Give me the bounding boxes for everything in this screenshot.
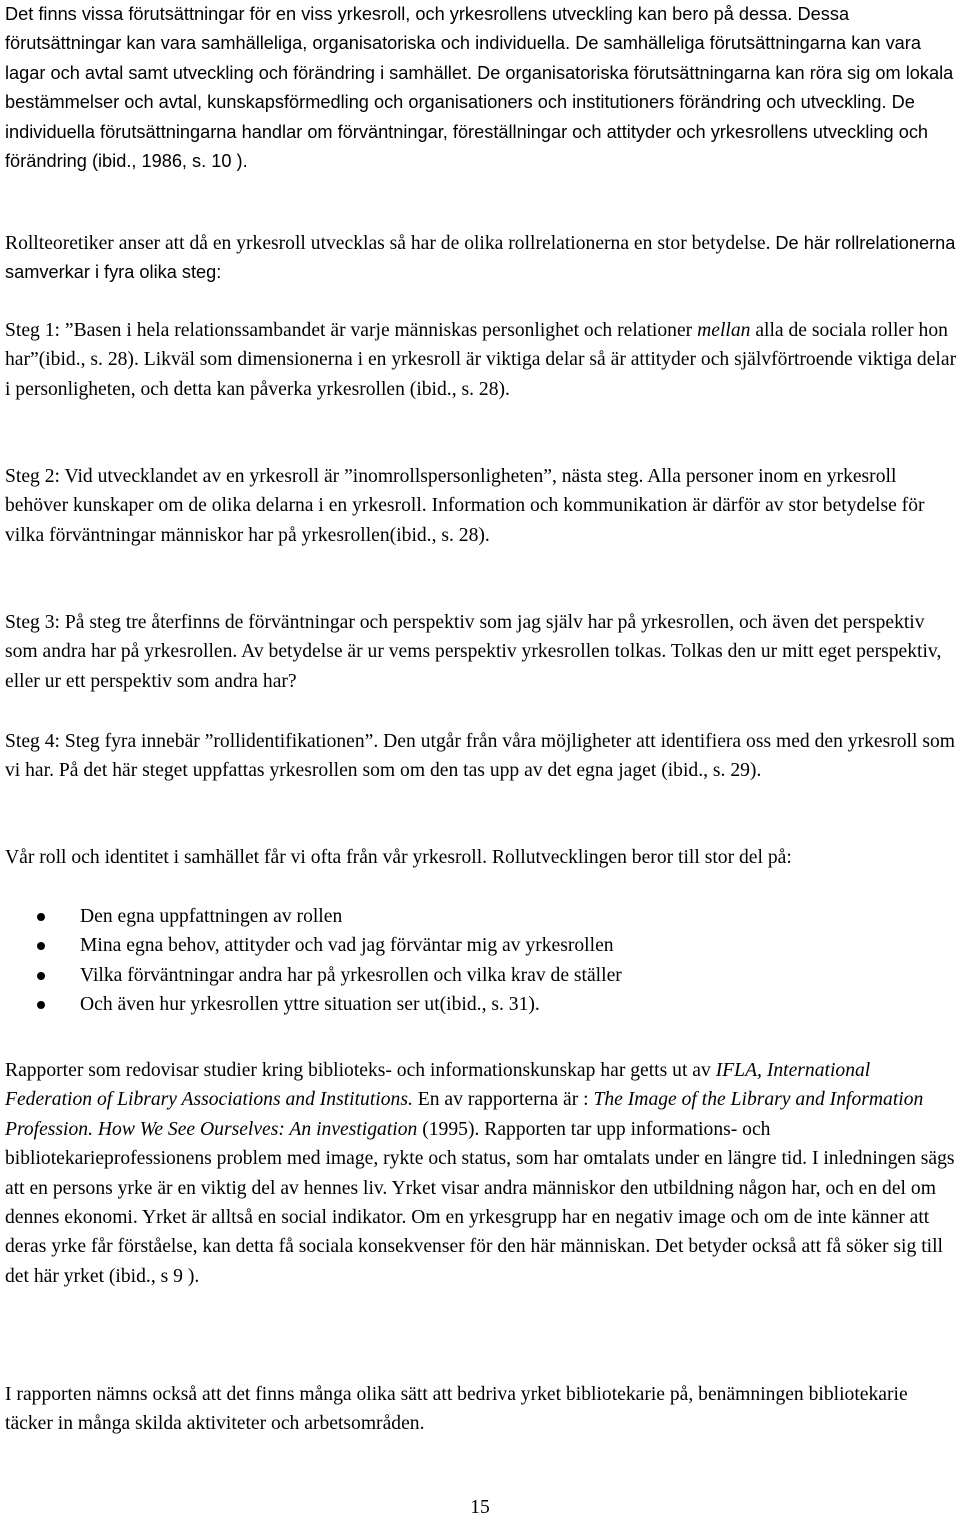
step-2-text-a: Steg 2: Vid utvecklandet av en yrkesroll är ”inomrollspersonligheten”, nästa steg. — [5, 466, 648, 487]
paragraph-librarian-activities: I rapporten nämns också att det finns många olika sätt att bedriva yrket bibliotekarie på, benämningen bibliotekarie täcker in många skilda aktiviteter och arbetsområden. — [5, 1384, 908, 1435]
paragraph-role-theory — [5, 229, 960, 288]
paragraph-role-identity — [5, 843, 792, 872]
ifla-text-c: (1995). Rapporten tar upp informations- och bibliotekarieprofessionens problem med image, rykte och status, som har omtalats under en längre tid. I inledningen sägs att en persons yrke är en viktig del av hennes liv. Yrket visar andra människor den utbildning någon har, och en del om dennes ekonomi. Yrket är alltså en social indikator. Om en yrkesgrupp har en negativ image och om de inte känner att deras yrke får förståelse, kan detta få sociala konsekvenser för den här människan. Det betyder också att få söker sig till det här yrket (ibid., s 9 ). — [5, 1118, 955, 1287]
paragraph-role-theory-text-a: Rollteoretiker anser att då en yrkesroll utvecklas så har de olika rollrelationerna en stor betydelse. — [5, 233, 776, 254]
ifla-text-b: En av rapporterna är : — [412, 1089, 594, 1111]
list-item — [5, 902, 622, 931]
step-1-italic: mellan — [697, 320, 751, 341]
list-item-text: Den egna uppfattningen av rollen — [80, 906, 343, 927]
bullet-list — [5, 902, 622, 1020]
step-4-text-a: Steg 4: Steg fyra innebär ”rollidentifikationen”. — [5, 731, 384, 752]
paragraph-prerequisites-text-b: De organisatoriska förutsättningarna kan röra sig om lokala bestämmelser och avtal, kunskapsförmedling och organisationers och institutioners förändring och utveckling. De individuella förutsättningarna handlar om förväntningar, föreställningar och attityder och yrkesrollens utveckling och förändring (ibid., 1986, s. 10 ). — [5, 62, 954, 172]
list-item-text: Mina egna behov, attityder och vad jag förväntar mig av yrkesrollen — [80, 935, 614, 957]
step-4-text-c: På det här steget uppfattas yrkesrollen som om den tas upp av det egna jaget (ibid., s. 29). — [58, 760, 762, 782]
paragraph-step-2 — [5, 462, 960, 550]
list-item — [5, 931, 622, 960]
bullet-icon — [37, 972, 45, 980]
role-identity-text-b: Rollutvecklingen beror till stor del på: — [491, 847, 792, 868]
list-item-text: Och även hur yrkesrollen yttre situation ser ut(ibid., s. 31). — [80, 994, 540, 1016]
paragraph-prerequisites-text-a: Det finns vissa förutsättningar för en viss yrkesroll, och yrkesrollens utveckling kan bero på dessa. Dessa förutsättningar kan vara samhälleliga, organisatoriska och individuella. De samhälleliga förutsättningarna kan vara lagar och avtal samt utveckling och förändring i samhället. — [5, 4, 921, 83]
step-4-text-b: Den utgår från våra möjligheter att identifiera oss med den yrkesroll som vi har. — [5, 731, 956, 782]
step-1-text-b: alla de sociala roller hon har”(ibid., s. 28). — [5, 320, 948, 371]
step-3-text-a: Steg 3: På steg tre återfinns de förväntningar och perspektiv som jag själv har på yrkesrollen, och även det perspektiv som andra har på yrkesrollen. — [5, 612, 925, 663]
bullet-icon — [37, 913, 45, 921]
list-item — [5, 961, 622, 990]
step-1-text-a: Steg 1: ”Basen i hela relationssambandet är varje människas personlighet och relationer — [5, 320, 698, 341]
bullet-icon — [37, 942, 45, 950]
role-identity-text-a: Vår roll och identitet i samhället får vi ofta från vår yrkesroll. — [5, 847, 492, 868]
paragraph-step-3 — [5, 608, 960, 696]
paragraph-step-4 — [5, 727, 960, 786]
step-1-text-c: Likväl som dimensionerna i en yrkesroll är viktiga delar så är attityder och självförtroende viktiga delar i personligheten, och detta kan påverka yrkesrollen (ibid., s. 28). — [5, 349, 957, 400]
ifla-report-title: The Image of the Library and Information Profession. How We See Ourselves: An investigation — [5, 1089, 924, 1140]
list-item-text: Vilka förväntningar andra har på yrkesrollen och vilka krav de ställer — [80, 964, 622, 986]
step-2-text-b: Alla personer inom en yrkesroll behöver kunskaper om de olika delarna i en yrkesroll. Information och kommunikation är därför av stor betydelse för vilka förväntningar människor har på yrkesrollen(ibid., s. 28). — [5, 466, 925, 546]
step-3-text-b: Av betydelse är ur vems perspektiv yrkesrollen tolkas. Tolkas den ur mitt eget perspektiv, eller ur ett perspektiv som andra har? — [5, 641, 942, 692]
bullet-icon — [37, 1001, 45, 1009]
paragraph-prerequisites — [5, 0, 960, 176]
list-item — [5, 990, 622, 1019]
paragraph-step-1 — [5, 316, 960, 404]
paragraph-ifla-reports — [5, 1056, 960, 1291]
ifla-organization-name: IFLA, International Federation of Library Associations and Institutions. — [5, 1060, 871, 1111]
page-number: 15 — [470, 1497, 490, 1518]
ifla-text-a: Rapporter som redovisar studier kring biblioteks- och informationskunskap har getts ut av — [5, 1060, 716, 1081]
paragraph-role-theory-text-b: De här rollrelationerna samverkar i fyra olika steg: — [5, 233, 956, 283]
